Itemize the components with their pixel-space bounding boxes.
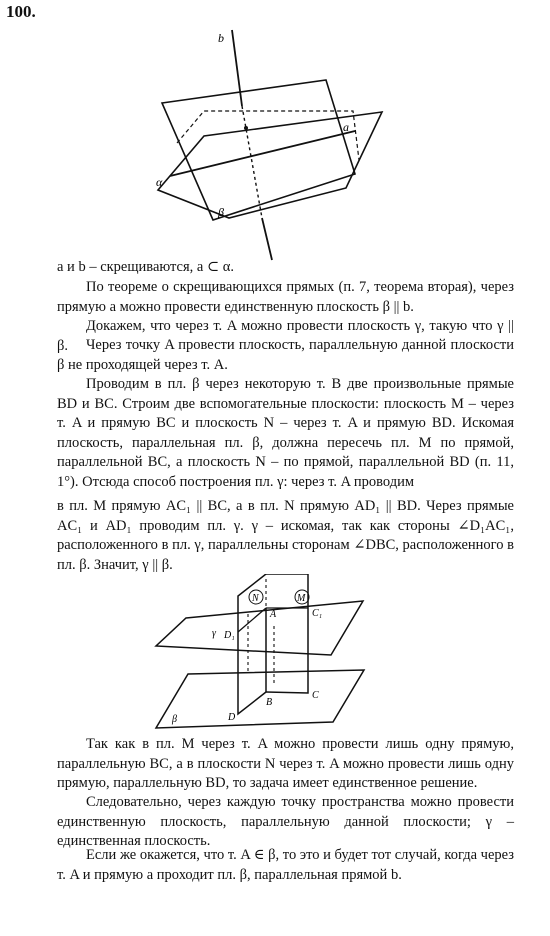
figure-skew-lines: [150, 28, 395, 263]
problem-number: 100.: [6, 2, 36, 21]
label-a-point: A: [270, 609, 277, 620]
paragraph-4: Проводим в пл. β через некоторую т. B две произвольные прямые BD и BC. Строим две вспомогательные плоскости: плоскость M – через т. A и прямую BC и плоскость N – через т. A и прямую BD. Искомая плоскость, параллельная пл. β, должна пересечь пл. M по прямой, параллельной BC, а плоскость N – по прямой, параллельной BD (п. 11, 1°). Отсюда способ построения пл. γ: через т. A проводим: [57, 376, 514, 490]
label-beta: β: [218, 205, 224, 219]
paragraph-2: Докажем, что через т. A можно провести плоскость γ, такую что γ || β.: [57, 318, 514, 354]
paragraph-5: в пл. M прямую AC₁ || BC, а в пл. N прямую AD₁ || BD. Через прямые AC₁ и AD₁ проводим пл. γ. γ – искомая, так как стороны ∠D₁AC₁, расположенного в пл. γ, параллельны сторонам ∠DBC, расположенного в пл. β. Значит, γ || β.: [57, 498, 514, 573]
plane-gamma: [156, 601, 363, 655]
line-b-hidden: [242, 106, 262, 218]
line-a: [170, 131, 355, 176]
label-b-point: B: [266, 697, 273, 708]
paragraph-1: По теореме о скрещивающихся прямых (п. 7, теорема вторая), через прямую a можно провести единственную плоскость β || b.: [57, 279, 514, 315]
label-d-point: D: [228, 712, 236, 723]
plane-beta-2: [156, 670, 364, 728]
line-b: [232, 30, 242, 106]
paragraph-8: Если же окажется, что т. A ∈ β, то это и будет тот случай, когда через т. A и прямую a проходит пл. β, параллельная прямой b.: [57, 847, 514, 883]
figure-parallel-planes: [148, 574, 378, 732]
plane-m: [266, 574, 308, 693]
label-b: b: [218, 31, 224, 45]
plane-beta: [162, 80, 355, 220]
caption-1: a и b – скрещиваются, a ⊂ α.: [57, 259, 234, 275]
label-alpha: α: [156, 175, 163, 189]
label-c1: C₁: [312, 608, 323, 619]
line-b-lower: [262, 218, 272, 260]
point-on-b: [244, 126, 248, 130]
label-gamma: γ: [212, 628, 216, 639]
label-n: N: [252, 593, 259, 604]
label-c-point: C: [312, 690, 319, 701]
label-d1: D₁: [224, 630, 235, 641]
paragraph-7: Следовательно, через каждую точку пространства можно провести единственную плоскость, параллельную данной плоскости; γ – единственная плоскость.: [57, 794, 514, 849]
paragraph-6: Так как в пл. M через т. A можно провести лишь одну прямую, параллельную BC, а в плоскости N через т. A можно провести лишь одну прямую, параллельную BD, то задача имеет единственное решение.: [57, 736, 514, 791]
label-m: M: [297, 593, 306, 604]
label-beta-2: β: [172, 714, 177, 725]
label-a: a: [343, 120, 349, 134]
paragraph-3: Через точку A провести плоскость, параллельную данной плоскости β не проходящей через т. A.: [57, 337, 514, 373]
